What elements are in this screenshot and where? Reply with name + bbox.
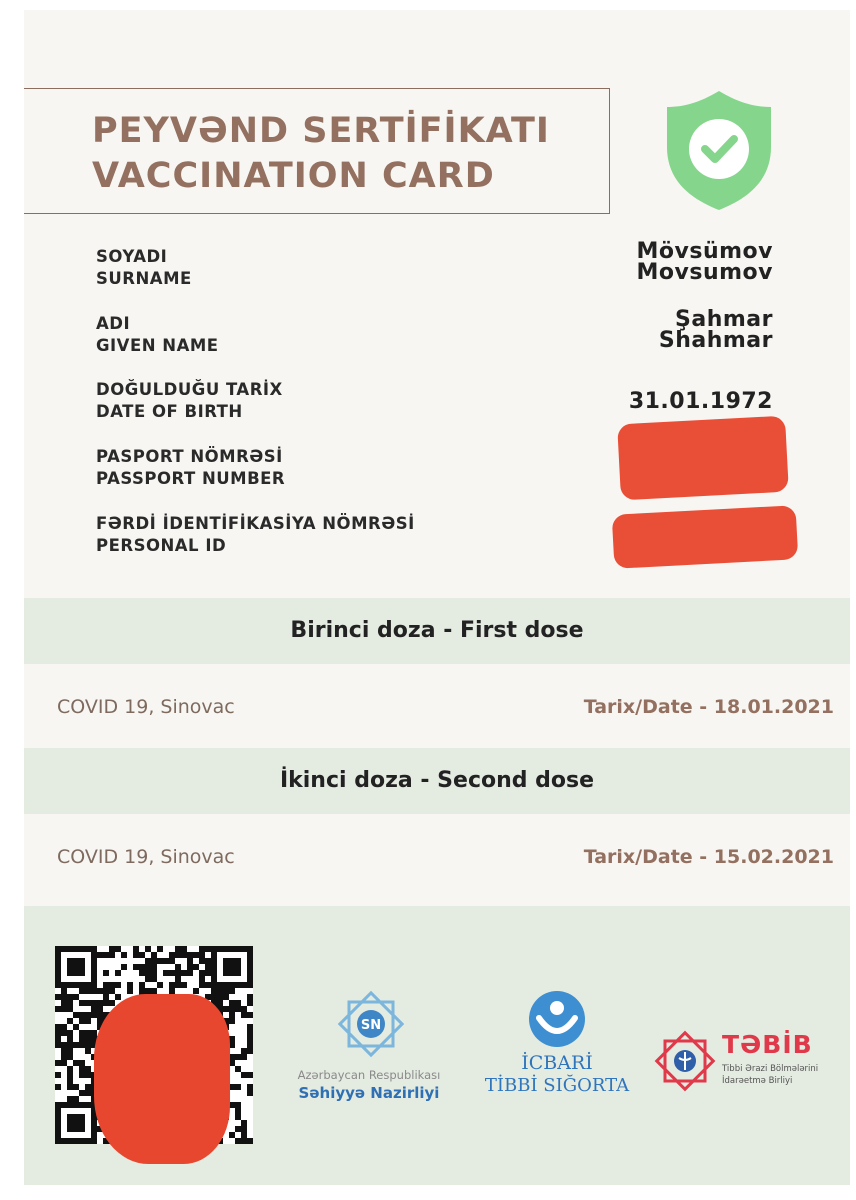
second-dose-row bbox=[24, 816, 850, 898]
ministry-emblem-icon bbox=[335, 988, 407, 1060]
first-dose-row bbox=[24, 666, 850, 748]
tabib-line2: İdarəetmə Birliyi bbox=[722, 1076, 793, 1086]
insurance-line2: TİBBİ SIĞORTA bbox=[484, 1075, 630, 1096]
shield-check-icon bbox=[665, 89, 773, 211]
first-dose-heading: Birinci doza - First dose bbox=[24, 598, 850, 664]
svg-text:SN: SN bbox=[360, 1018, 382, 1033]
field-value-surname: Mövsümov Movsumov bbox=[636, 239, 773, 285]
personal-id-redaction bbox=[612, 505, 799, 569]
tabib-star-icon bbox=[652, 1028, 718, 1094]
field-label-date-of-birth: DOĞULDUĞU TARİX DATE OF BIRTH bbox=[96, 380, 283, 421]
second-dose-date: Tarix/Date - 15.02.2021 bbox=[583, 846, 834, 868]
passport-redaction bbox=[617, 416, 789, 501]
ministry-line2: Səhiyyə Nazirliyi bbox=[298, 1084, 440, 1102]
field-value-date-of-birth: 31.01.1972 bbox=[628, 389, 773, 414]
ministry-line1: Azərbaycan Respublikası bbox=[297, 1068, 441, 1082]
first-dose-date: Tarix/Date - 18.01.2021 bbox=[583, 696, 834, 718]
second-dose-vaccine: COVID 19, Sinovac bbox=[57, 846, 235, 868]
tabib-line1: Tibbi Ərazi Bölmələrini bbox=[722, 1064, 819, 1074]
tabib-name: TƏBİB bbox=[722, 1030, 813, 1059]
insurance-line1: İCBARİ bbox=[521, 1052, 593, 1074]
second-dose-heading: İkinci doza - Second dose bbox=[24, 748, 850, 814]
vaccination-card bbox=[24, 10, 850, 1185]
insurance-emblem-icon bbox=[526, 988, 588, 1050]
field-label-passport-number: PASPORT NÖMRƏSİ PASSPORT NUMBER bbox=[96, 447, 286, 488]
field-label-personal-id: FƏRDİ İDENTİFİKASİYA NÖMRƏSİ PERSONAL ID bbox=[96, 514, 415, 555]
qr-redaction bbox=[94, 994, 230, 1164]
title-az: PEYVƏND SERTİFİKATI bbox=[92, 111, 550, 151]
footer-logos bbox=[24, 906, 850, 1185]
field-label-surname: SOYADI SURNAME bbox=[96, 247, 192, 288]
first-dose-vaccine: COVID 19, Sinovac bbox=[57, 696, 235, 718]
title-en: VACCINATION CARD bbox=[92, 156, 495, 196]
title-box bbox=[24, 88, 610, 214]
field-value-given-name: Şahmar Shahmar bbox=[658, 307, 773, 353]
field-label-given-name: ADI GIVEN NAME bbox=[96, 314, 219, 355]
